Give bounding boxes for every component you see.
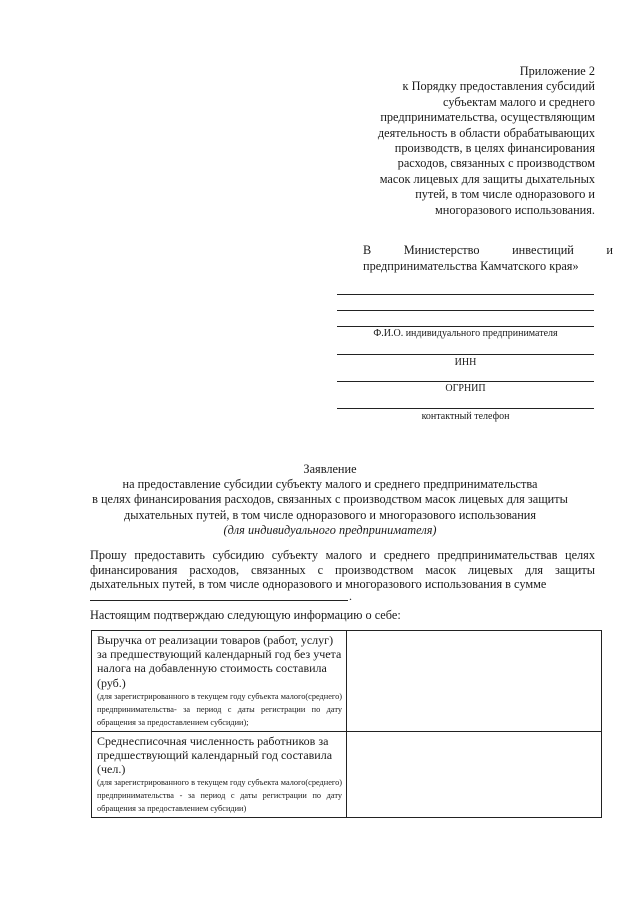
- addressee-word: Министерство: [403, 243, 480, 257]
- table-cell-label: [92, 731, 347, 818]
- addressee-line: [363, 243, 613, 259]
- inn-caption: ИНН: [454, 357, 477, 368]
- employees-value-cell[interactable]: [347, 731, 602, 818]
- appendix-line: субъектам малого и среднего: [443, 94, 595, 109]
- fio-caption: Ф.И.О. индивидуального предпринимателя: [373, 328, 558, 339]
- statement-line: на предоставление субсидии субъекту малого и среднего предпринимательства: [122, 477, 538, 492]
- appendix-line: путей, в том числе одноразового и: [415, 187, 595, 202]
- addressee-word: и: [606, 243, 613, 257]
- statement-title-block: [60, 462, 600, 538]
- addressee-line: предпринимательства Камчатского края»: [363, 258, 579, 273]
- addressee-block: [363, 243, 613, 274]
- table-cell-label: [92, 631, 347, 732]
- appendix-line: деятельность в области обрабатывающих: [377, 125, 595, 140]
- info-table: [91, 630, 602, 818]
- phone-caption: контактный телефон: [421, 411, 510, 422]
- addressee-word: В: [363, 243, 372, 257]
- phone-fill-line[interactable]: [337, 408, 594, 409]
- revenue-note: (для зарегистрированного в текущем году субъекта малого(среднего) предпринимательства- за период с даты регистрации по дату обращения за предоставлением субсидии);: [97, 691, 342, 727]
- ogrnip-caption: ОГРНИП: [445, 383, 486, 394]
- revenue-value-cell[interactable]: [347, 631, 602, 732]
- fio-fill-line-2[interactable]: [337, 310, 594, 311]
- table-row: [92, 731, 602, 818]
- sum-fill-line[interactable]: [90, 600, 348, 601]
- inn-fill-line[interactable]: [337, 354, 594, 355]
- appendix-line: предпринимательства, осуществляющим: [380, 110, 595, 125]
- employees-note: (для зарегистрированного в текущем году субъекта малого(среднего) предпринимательства - за период с даты регистрации по дату обращения за предоставлением субсидии): [97, 778, 342, 814]
- revenue-label: Выручка от реализации товаров (работ, услуг) за предшествующий календарный год без учета налога на добавленную стоимость составила (руб.): [97, 633, 342, 690]
- confirm-text: Настоящим подтверждаю следующую информацию о себе:: [90, 608, 401, 622]
- addressee-word: инвестиций: [512, 243, 574, 257]
- sum-period: .: [349, 589, 352, 603]
- statement-line: в целях финансирования расходов, связанных с производством масок лицевых для защиты: [92, 492, 568, 507]
- fio-fill-line-3[interactable]: [337, 326, 594, 327]
- appendix-header: [295, 64, 595, 218]
- statement-line: дыхательных путей, в том числе одноразового и многоразового использования: [123, 507, 537, 522]
- statement-subtitle: (для индивидуального предпринимателя): [223, 522, 437, 537]
- appendix-line: к Порядку предоставления субсидий: [402, 79, 595, 94]
- appendix-line: масок лицевых для защиты дыхательных: [379, 171, 595, 186]
- appendix-line: многоразового использования.: [434, 202, 595, 217]
- ogrnip-fill-line[interactable]: [337, 381, 594, 382]
- statement-title: Заявление: [303, 462, 357, 476]
- request-paragraph: Прошу предоставить субсидию субъекту малого и среднего предпринимательствав целях финансирования расходов, связанных с производством масок лицевых для защиты дыхательных путей, в том числе одноразового и многоразового использования в сумме: [90, 548, 595, 592]
- appendix-line: расходов, связанных с производством: [397, 156, 595, 171]
- fio-fill-line-1[interactable]: [337, 294, 594, 295]
- appendix-line: производств, в целях финансирования: [394, 141, 595, 156]
- table-row: [92, 631, 602, 732]
- employees-label: Среднесписочная численность работников за предшествующий календарный год составила (чел.): [97, 733, 333, 777]
- appendix-line: Приложение 2: [519, 64, 595, 78]
